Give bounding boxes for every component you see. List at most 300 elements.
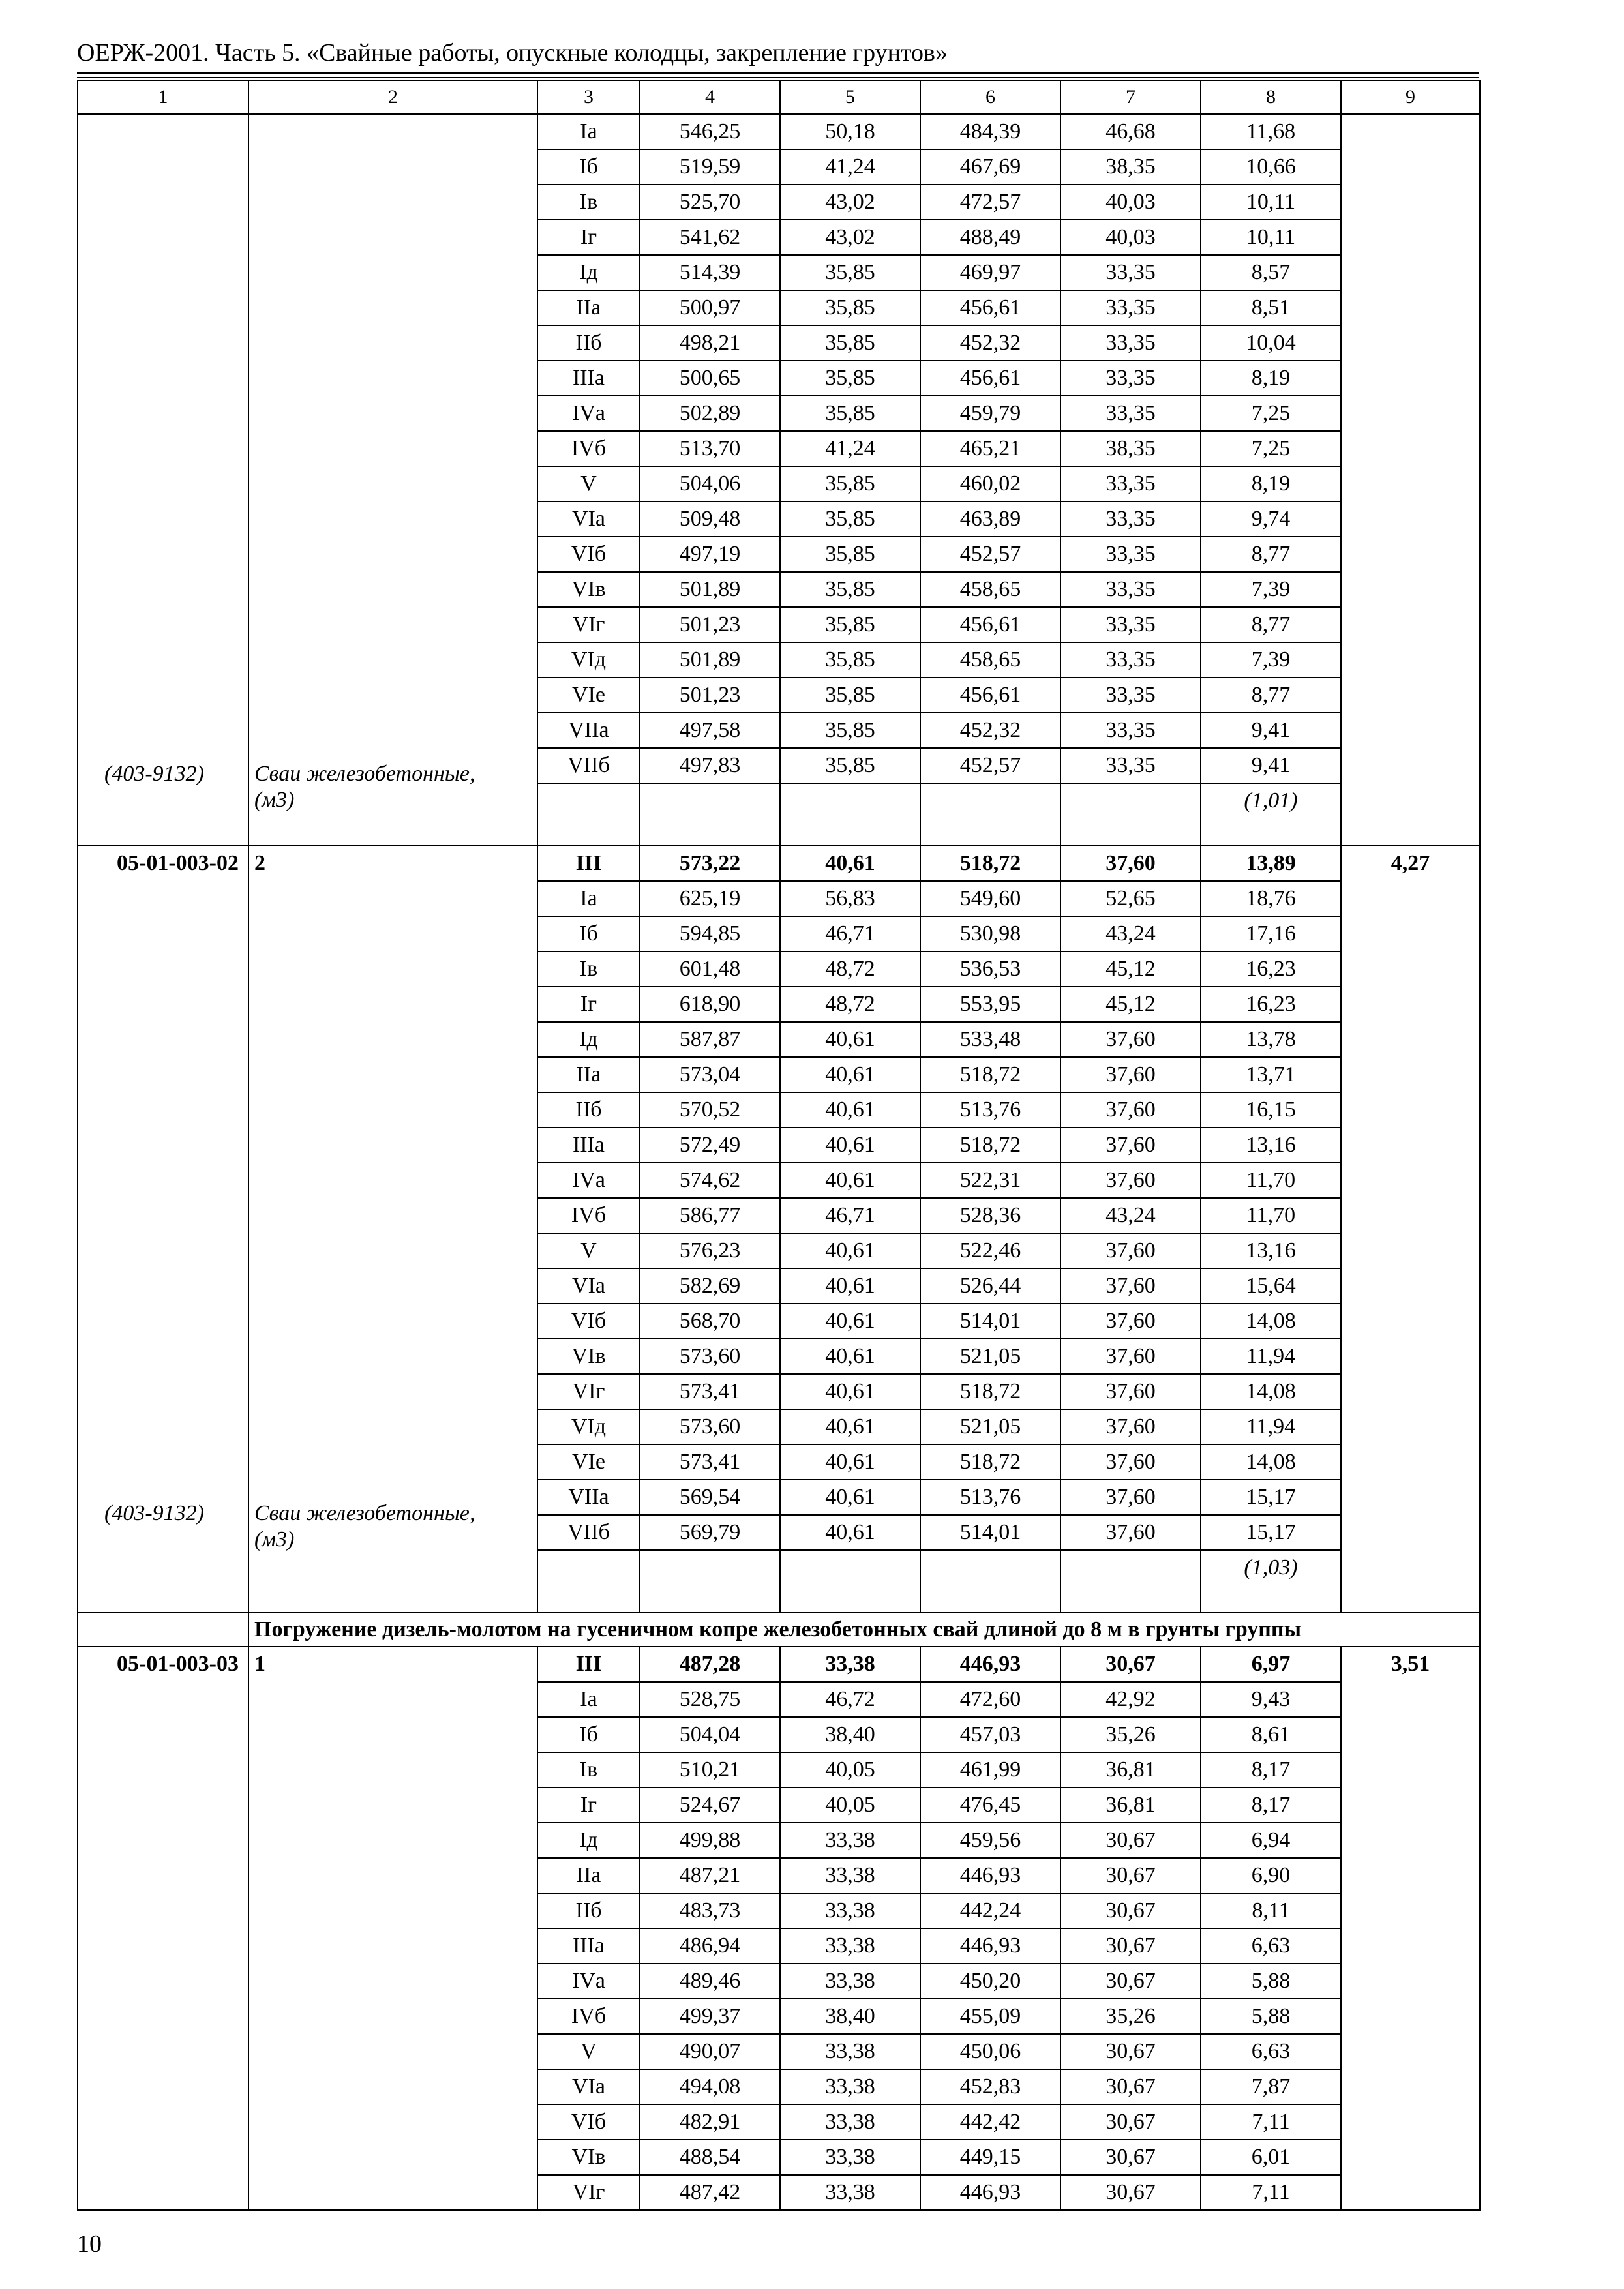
value-c5: 40,61 <box>780 1409 920 1444</box>
value-c4: 572,49 <box>640 1128 780 1163</box>
soil-group: IIIа <box>537 361 640 396</box>
value-c8: 8,57 <box>1201 255 1341 290</box>
value-c6: 452,32 <box>920 713 1060 748</box>
material-ref: (403-9132) <box>104 762 204 786</box>
soil-group: Iд <box>537 1022 640 1057</box>
value-c7: 33,35 <box>1060 361 1201 396</box>
value-c7: 45,12 <box>1060 987 1201 1022</box>
value-c4: 601,48 <box>640 951 780 987</box>
soil-group: Iб <box>537 916 640 951</box>
value-c7: 33,35 <box>1060 642 1201 678</box>
rate-code-cell <box>78 1647 248 2210</box>
labor-cost-cell <box>1341 114 1480 846</box>
soil-group: Iб <box>537 149 640 185</box>
value-c4: 488,54 <box>640 2140 780 2175</box>
value-c5: 35,85 <box>780 361 920 396</box>
rates-table-container <box>77 80 1479 2225</box>
item-number: 1 <box>254 1652 265 1676</box>
value-c4: 525,70 <box>640 185 780 220</box>
value-c7: 33,35 <box>1060 713 1201 748</box>
section-title-row <box>78 1613 1480 1647</box>
value-c5: 40,61 <box>780 1515 920 1550</box>
value-c5: 40,61 <box>780 1268 920 1304</box>
value-c8: 10,11 <box>1201 185 1341 220</box>
labor-cost: 4,27 <box>1391 851 1430 875</box>
value-c5: 35,85 <box>780 642 920 678</box>
soil-group: IIб <box>537 1893 640 1928</box>
value-c8: 7,39 <box>1201 572 1341 607</box>
value-c8: 5,88 <box>1201 1999 1341 2034</box>
value-c7: 33,35 <box>1060 325 1201 361</box>
value-c6: 458,65 <box>920 572 1060 607</box>
value-c5: 46,71 <box>780 1198 920 1233</box>
value-c4: 489,46 <box>640 1964 780 1999</box>
value-c5: 40,61 <box>780 846 920 881</box>
soil-group: III <box>537 1647 640 1682</box>
value-c7: 36,81 <box>1060 1752 1201 1788</box>
value-c4: 569,54 <box>640 1480 780 1515</box>
value-c8: 11,70 <box>1201 1163 1341 1198</box>
soil-group: Iа <box>537 1682 640 1717</box>
soil-group: VIIа <box>537 1480 640 1515</box>
soil-group: IIа <box>537 1858 640 1893</box>
value-c6: 514,01 <box>920 1304 1060 1339</box>
value-c7: 43,24 <box>1060 916 1201 951</box>
value-c7: 40,03 <box>1060 220 1201 255</box>
value-c5: 33,38 <box>780 1928 920 1964</box>
soil-group: VIе <box>537 678 640 713</box>
value-c7: 43,24 <box>1060 1198 1201 1233</box>
value-c4: 497,83 <box>640 748 780 783</box>
value-c5: 40,61 <box>780 1480 920 1515</box>
soil-group: IVб <box>537 431 640 466</box>
column-number: 7 <box>1060 80 1201 114</box>
soil-group: VIв <box>537 2140 640 2175</box>
value-c8: 15,17 <box>1201 1480 1341 1515</box>
value-c8: 16,15 <box>1201 1092 1341 1128</box>
soil-group: Iа <box>537 881 640 916</box>
value-c4: 502,89 <box>640 396 780 431</box>
value-c5: 38,40 <box>780 1717 920 1752</box>
labor-cost-cell <box>1341 1647 1480 2210</box>
section-title: Погружение дизель-молотом на гусеничном копре железобетонных свай длиной до 8 м в грунты группы <box>248 1613 1480 1647</box>
value-c7: 37,60 <box>1060 1233 1201 1268</box>
value-c5: 33,38 <box>780 1823 920 1858</box>
value-c5: 40,61 <box>780 1304 920 1339</box>
rate-code: 05-01-003-02 <box>117 851 239 875</box>
value-c4: 497,58 <box>640 713 780 748</box>
value-c6: 518,72 <box>920 1128 1060 1163</box>
value-c6: 456,61 <box>920 290 1060 325</box>
value-c8: 8,19 <box>1201 361 1341 396</box>
value-c4: 576,23 <box>640 1233 780 1268</box>
value-c5: 43,02 <box>780 185 920 220</box>
material-qty-cell <box>1201 783 1341 846</box>
value-c6: 522,31 <box>920 1163 1060 1198</box>
value-c5: 38,40 <box>780 1999 920 2034</box>
material-empty-c7 <box>1060 1550 1201 1613</box>
value-c6: 456,61 <box>920 678 1060 713</box>
value-c5: 40,05 <box>780 1788 920 1823</box>
value-c7: 33,35 <box>1060 537 1201 572</box>
soil-group: IIа <box>537 1057 640 1092</box>
value-c4: 514,39 <box>640 255 780 290</box>
value-c6: 449,15 <box>920 2140 1060 2175</box>
value-c8: 7,11 <box>1201 2104 1341 2140</box>
soil-group: IIIа <box>537 1928 640 1964</box>
value-c7: 30,67 <box>1060 1647 1201 1682</box>
value-c7: 33,35 <box>1060 290 1201 325</box>
soil-group: VIг <box>537 607 640 642</box>
soil-group: VIг <box>537 1374 640 1409</box>
value-c8: 15,64 <box>1201 1268 1341 1304</box>
value-c4: 500,65 <box>640 361 780 396</box>
value-c7: 35,26 <box>1060 1717 1201 1752</box>
material-empty-c4 <box>640 1550 780 1613</box>
value-c5: 35,85 <box>780 572 920 607</box>
soil-group: IIа <box>537 290 640 325</box>
value-c5: 33,38 <box>780 1964 920 1999</box>
soil-group: IIб <box>537 1092 640 1128</box>
value-c7: 37,60 <box>1060 846 1201 881</box>
value-c6: 522,46 <box>920 1233 1060 1268</box>
soil-group: VIб <box>537 1304 640 1339</box>
value-c6: 472,60 <box>920 1682 1060 1717</box>
value-c7: 33,35 <box>1060 501 1201 537</box>
value-c5: 40,61 <box>780 1444 920 1480</box>
column-number: 8 <box>1201 80 1341 114</box>
material-empty-c7 <box>1060 783 1201 846</box>
value-c8: 18,76 <box>1201 881 1341 916</box>
value-c5: 40,61 <box>780 1233 920 1268</box>
column-number: 5 <box>780 80 920 114</box>
soil-group: Iд <box>537 255 640 290</box>
item-cell <box>248 1647 537 2210</box>
value-c7: 38,35 <box>1060 431 1201 466</box>
value-c5: 40,61 <box>780 1022 920 1057</box>
value-c8: 16,23 <box>1201 951 1341 987</box>
value-c8: 7,25 <box>1201 396 1341 431</box>
value-c8: 10,11 <box>1201 220 1341 255</box>
value-c6: 533,48 <box>920 1022 1060 1057</box>
material-name: Сваи железобетонные, <box>254 1501 475 1525</box>
value-c6: 521,05 <box>920 1409 1060 1444</box>
value-c6: 549,60 <box>920 881 1060 916</box>
material-unit: (м3) <box>254 788 295 812</box>
value-c7: 36,81 <box>1060 1788 1201 1823</box>
value-c4: 570,52 <box>640 1092 780 1128</box>
value-c4: 482,91 <box>640 2104 780 2140</box>
value-c7: 30,67 <box>1060 2034 1201 2069</box>
value-c6: 442,24 <box>920 1893 1060 1928</box>
value-c8: 8,77 <box>1201 678 1341 713</box>
value-c5: 35,85 <box>780 325 920 361</box>
value-c8: 11,70 <box>1201 1198 1341 1233</box>
value-c6: 553,95 <box>920 987 1060 1022</box>
value-c4: 499,37 <box>640 1999 780 2034</box>
value-c5: 40,61 <box>780 1092 920 1128</box>
value-c8: 5,88 <box>1201 1964 1341 1999</box>
value-c4: 568,70 <box>640 1304 780 1339</box>
soil-group: IVа <box>537 1964 640 1999</box>
value-c7: 42,92 <box>1060 1682 1201 1717</box>
value-c4: 487,28 <box>640 1647 780 1682</box>
value-c7: 35,26 <box>1060 1999 1201 2034</box>
value-c4: 498,21 <box>640 325 780 361</box>
value-c4: 504,04 <box>640 1717 780 1752</box>
value-c8: 7,87 <box>1201 2069 1341 2104</box>
value-c4: 573,22 <box>640 846 780 881</box>
value-c5: 33,38 <box>780 1647 920 1682</box>
value-c5: 33,38 <box>780 2140 920 2175</box>
soil-group: IVб <box>537 1198 640 1233</box>
value-c7: 33,35 <box>1060 396 1201 431</box>
value-c8: 9,43 <box>1201 1682 1341 1717</box>
rate-code-cell <box>78 846 248 1613</box>
value-c7: 33,35 <box>1060 572 1201 607</box>
table-row <box>78 846 1480 881</box>
value-c4: 573,04 <box>640 1057 780 1092</box>
value-c5: 35,85 <box>780 290 920 325</box>
value-c7: 37,60 <box>1060 1092 1201 1128</box>
soil-group: III <box>537 846 640 881</box>
value-c8: 6,63 <box>1201 2034 1341 2069</box>
value-c7: 30,67 <box>1060 2069 1201 2104</box>
value-c8: 10,04 <box>1201 325 1341 361</box>
soil-group: VIIб <box>537 1515 640 1550</box>
value-c8: 7,25 <box>1201 431 1341 466</box>
value-c8: 11,68 <box>1201 114 1341 149</box>
column-number: 6 <box>920 80 1060 114</box>
value-c8: 8,61 <box>1201 1717 1341 1752</box>
item-number <box>254 115 537 149</box>
section-title-spacer <box>78 1613 248 1647</box>
value-c4: 504,06 <box>640 466 780 501</box>
item-number: 2 <box>254 851 265 875</box>
soil-group: VIб <box>537 537 640 572</box>
value-c7: 30,67 <box>1060 1964 1201 1999</box>
soil-group: Iг <box>537 220 640 255</box>
value-c8: 14,08 <box>1201 1304 1341 1339</box>
soil-group: V <box>537 1233 640 1268</box>
value-c6: 446,93 <box>920 1858 1060 1893</box>
value-c8: 17,16 <box>1201 916 1341 951</box>
value-c6: 484,39 <box>920 114 1060 149</box>
soil-group: VIа <box>537 1268 640 1304</box>
value-c8: 13,16 <box>1201 1233 1341 1268</box>
soil-group: VIIа <box>537 713 640 748</box>
value-c7: 30,67 <box>1060 2175 1201 2210</box>
soil-group: VIв <box>537 1339 640 1374</box>
soil-group: Iд <box>537 1823 640 1858</box>
value-c4: 625,19 <box>640 881 780 916</box>
value-c6: 463,89 <box>920 501 1060 537</box>
soil-group: Iг <box>537 987 640 1022</box>
value-c4: 573,41 <box>640 1444 780 1480</box>
value-c6: 455,09 <box>920 1999 1060 2034</box>
value-c4: 582,69 <box>640 1268 780 1304</box>
value-c8: 6,90 <box>1201 1858 1341 1893</box>
value-c8: 8,17 <box>1201 1788 1341 1823</box>
value-c5: 48,72 <box>780 951 920 987</box>
value-c4: 594,85 <box>640 916 780 951</box>
column-number: 2 <box>248 80 537 114</box>
value-c6: 536,53 <box>920 951 1060 987</box>
soil-group: Iб <box>537 1717 640 1752</box>
rates-table <box>77 80 1481 2211</box>
value-c6: 526,44 <box>920 1268 1060 1304</box>
value-c5: 35,85 <box>780 537 920 572</box>
value-c4: 494,08 <box>640 2069 780 2104</box>
value-c6: 456,61 <box>920 361 1060 396</box>
value-c7: 37,60 <box>1060 1022 1201 1057</box>
value-c7: 30,67 <box>1060 1893 1201 1928</box>
value-c6: 476,45 <box>920 1788 1060 1823</box>
value-c6: 467,69 <box>920 149 1060 185</box>
value-c8: 13,16 <box>1201 1128 1341 1163</box>
value-c4: 487,42 <box>640 2175 780 2210</box>
value-c8: 9,74 <box>1201 501 1341 537</box>
value-c6: 488,49 <box>920 220 1060 255</box>
value-c5: 33,38 <box>780 2104 920 2140</box>
item-cell <box>248 846 537 1613</box>
value-c6: 458,65 <box>920 642 1060 678</box>
material-ref: (403-9132) <box>104 1501 204 1525</box>
value-c6: 521,05 <box>920 1339 1060 1374</box>
value-c5: 40,61 <box>780 1163 920 1198</box>
value-c8: 6,63 <box>1201 1928 1341 1964</box>
value-c5: 43,02 <box>780 220 920 255</box>
material-empty-c4 <box>640 783 780 846</box>
item-cell <box>248 114 537 846</box>
value-c6: 457,03 <box>920 1717 1060 1752</box>
value-c4: 513,70 <box>640 431 780 466</box>
value-c8: 15,17 <box>1201 1515 1341 1550</box>
value-c7: 30,67 <box>1060 2104 1201 2140</box>
page-header: ОЕРЖ-2001. Часть 5. «Свайные работы, опускные колодцы, закрепление грунтов» <box>77 39 948 67</box>
value-c7: 37,60 <box>1060 1444 1201 1480</box>
soil-group: VIе <box>537 1444 640 1480</box>
value-c8: 8,77 <box>1201 537 1341 572</box>
value-c8: 8,11 <box>1201 1893 1341 1928</box>
value-c6: 518,72 <box>920 1057 1060 1092</box>
soil-group: VIIб <box>537 748 640 783</box>
value-c4: 618,90 <box>640 987 780 1022</box>
value-c7: 40,03 <box>1060 185 1201 220</box>
soil-group: IVб <box>537 1999 640 2034</box>
value-c7: 37,60 <box>1060 1374 1201 1409</box>
value-c6: 513,76 <box>920 1480 1060 1515</box>
value-c8: 8,77 <box>1201 607 1341 642</box>
value-c5: 35,85 <box>780 466 920 501</box>
value-c7: 33,35 <box>1060 466 1201 501</box>
material-qty: (1,01) <box>1244 788 1298 813</box>
soil-group: Iа <box>537 114 640 149</box>
labor-cost: 3,51 <box>1391 1652 1430 1676</box>
value-c8: 7,39 <box>1201 642 1341 678</box>
soil-group: IIIа <box>537 1128 640 1163</box>
value-c5: 40,61 <box>780 1057 920 1092</box>
value-c8: 13,78 <box>1201 1022 1341 1057</box>
header-rule-thin <box>77 77 1479 78</box>
soil-group: Iв <box>537 1752 640 1788</box>
value-c5: 33,38 <box>780 2069 920 2104</box>
value-c7: 37,60 <box>1060 1339 1201 1374</box>
value-c8: 6,97 <box>1201 1647 1341 1682</box>
header-rule <box>77 72 1479 74</box>
value-c6: 518,72 <box>920 846 1060 881</box>
value-c4: 528,75 <box>640 1682 780 1717</box>
value-c7: 38,35 <box>1060 149 1201 185</box>
value-c7: 45,12 <box>1060 951 1201 987</box>
value-c5: 35,85 <box>780 748 920 783</box>
value-c8: 11,94 <box>1201 1339 1341 1374</box>
value-c4: 573,60 <box>640 1409 780 1444</box>
value-c6: 450,20 <box>920 1964 1060 1999</box>
value-c7: 33,35 <box>1060 607 1201 642</box>
value-c6: 459,56 <box>920 1823 1060 1858</box>
value-c4: 501,23 <box>640 607 780 642</box>
value-c5: 35,85 <box>780 255 920 290</box>
soil-group: VIа <box>537 2069 640 2104</box>
value-c4: 500,97 <box>640 290 780 325</box>
table-row <box>78 1647 1480 1682</box>
value-c5: 40,61 <box>780 1128 920 1163</box>
value-c8: 6,01 <box>1201 2140 1341 2175</box>
value-c4: 510,21 <box>640 1752 780 1788</box>
value-c4: 497,19 <box>640 537 780 572</box>
value-c7: 33,35 <box>1060 678 1201 713</box>
page-number: 10 <box>77 2230 102 2258</box>
value-c4: 499,88 <box>640 1823 780 1858</box>
value-c4: 546,25 <box>640 114 780 149</box>
value-c6: 452,57 <box>920 537 1060 572</box>
material-empty <box>537 783 640 846</box>
material-qty-cell <box>1201 1550 1341 1613</box>
value-c7: 37,60 <box>1060 1268 1201 1304</box>
value-c6: 514,01 <box>920 1515 1060 1550</box>
column-number: 1 <box>78 80 248 114</box>
value-c6: 518,72 <box>920 1374 1060 1409</box>
value-c5: 33,38 <box>780 2034 920 2069</box>
value-c4: 490,07 <box>640 2034 780 2069</box>
value-c8: 9,41 <box>1201 748 1341 783</box>
value-c6: 452,83 <box>920 2069 1060 2104</box>
value-c4: 574,62 <box>640 1163 780 1198</box>
material-empty-c5 <box>780 783 920 846</box>
value-c5: 46,72 <box>780 1682 920 1717</box>
value-c8: 11,94 <box>1201 1409 1341 1444</box>
column-number: 9 <box>1341 80 1480 114</box>
soil-group: V <box>537 2034 640 2069</box>
value-c8: 13,71 <box>1201 1057 1341 1092</box>
value-c8: 14,08 <box>1201 1374 1341 1409</box>
value-c4: 524,67 <box>640 1788 780 1823</box>
value-c7: 37,60 <box>1060 1304 1201 1339</box>
value-c7: 37,60 <box>1060 1057 1201 1092</box>
value-c6: 452,32 <box>920 325 1060 361</box>
value-c6: 461,99 <box>920 1752 1060 1788</box>
material-qty: (1,03) <box>1244 1555 1298 1579</box>
value-c5: 48,72 <box>780 987 920 1022</box>
rate-code <box>78 115 248 149</box>
value-c8: 6,94 <box>1201 1823 1341 1858</box>
value-c7: 52,65 <box>1060 881 1201 916</box>
value-c5: 35,85 <box>780 501 920 537</box>
value-c7: 30,67 <box>1060 1858 1201 1893</box>
rate-code: 05-01-003-03 <box>117 1652 239 1676</box>
soil-group: Iг <box>537 1788 640 1823</box>
